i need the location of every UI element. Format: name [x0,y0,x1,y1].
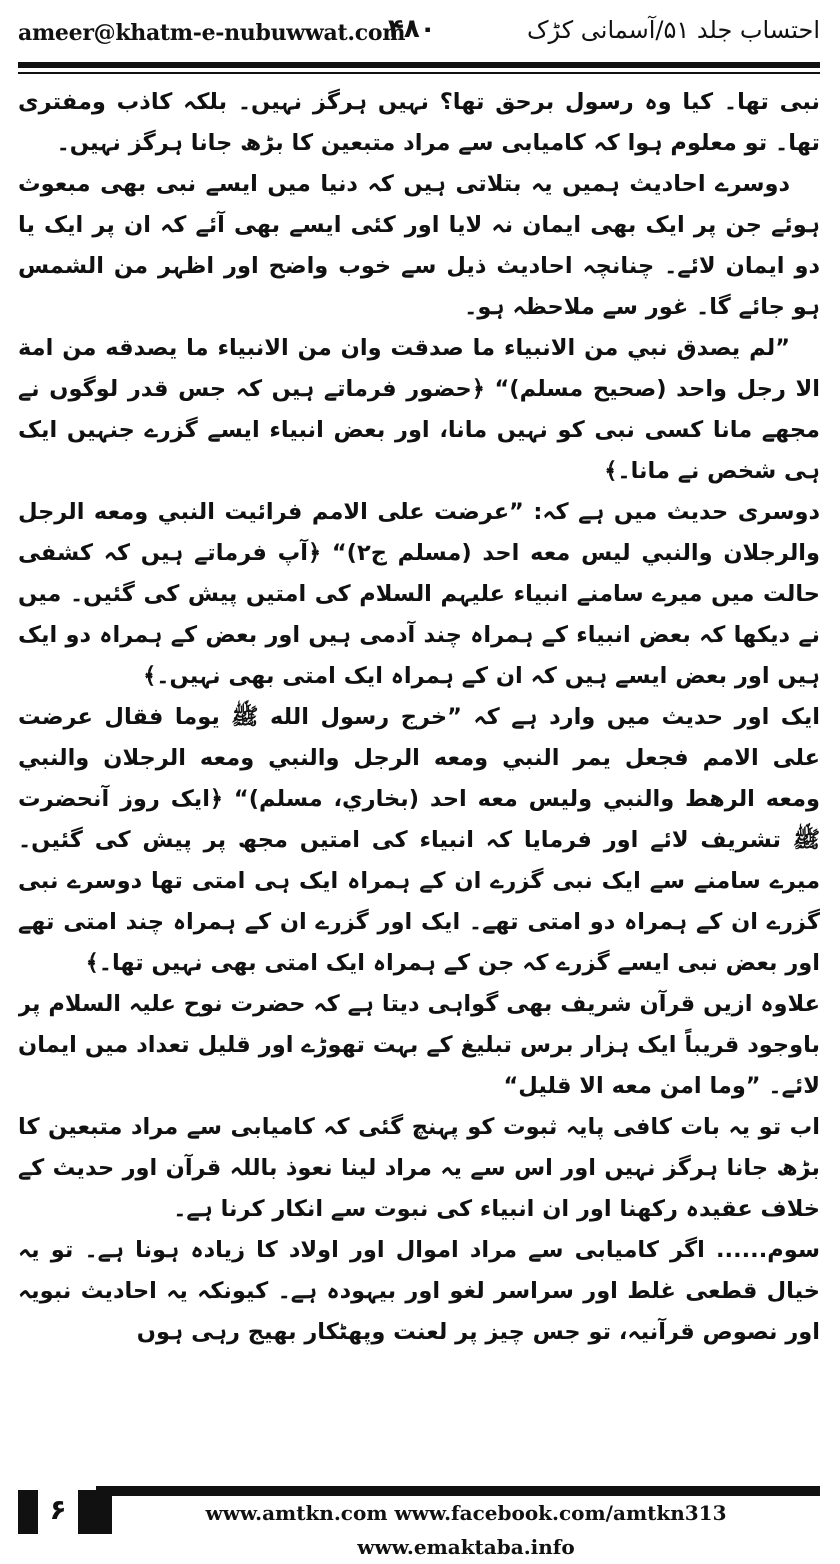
footer-links[interactable]: www.amtkn.com www.facebook.com/amtkn313 www.emaktaba.info [112,1496,820,1564]
paragraph: ایک اور حدیث میں وارد ہے کہ ”خرج رسول الله ﷺ يوما فقال عرضت على الامم فجعل يمر النبي ومعه الرجل والنبي ومعه الرجلان والنبي ومعه الرهط والنبي وليس معه احد (بخاري، مسلم)“ ﴿ایک روز آنحضرت ﷺ تشریف لائے اور فرمایا کہ انبیاء کی امتیں مجھ پر پیش کی گئیں۔ میرے سامنے سے ایک نبی گزرے ان کے ہمراہ ایک ہی امتی تھا دوسرے نبی گزرے ان کے ہمراہ دو امتی تھے۔ ایک اور گزرے ان کے ہمراہ چند امتی تھے اور بعض نبی ایسے گزرے کہ جن کے ہمراہ ایک امتی بھی نہیں تھا۔﴾ [18,704,820,976]
paragraph: اب تو یہ بات کافی پایہ ثبوت کو پہنچ گئی کہ کامیابی سے مراد متبعین کا بڑھ جانا ہرگز نہیں اور اس سے یہ مراد لینا نعوذ باللہ قرآن اور حدیث کے خلاف عقیدہ رکھنا اور ان انبیاء کی نبوت سے انکار کرنا ہے۔ [18,1114,820,1222]
page-header [18,14,820,60]
paragraph: دوسرے احادیث ہمیں یہ بتلاتی ہیں کہ دنیا میں ایسے نبی بھی مبعوث ہوئے جن پر ایک بھی ایمان نہ لایا اور کئی ایسے بھی آئے کہ ان پر ایک یا دو ایمان لائے۔ چنانچہ احادیث ذیل سے خوب واضح اور اظہر من الشمس ہو جائے گا۔ غور سے ملاحظہ ہو۔ [18,171,820,320]
header-title: احتساب جلد ۵۱/آسمانی کڑک [527,16,820,44]
paragraph: دوسری حدیث میں ہے کہ: ”عرضت على الامم فرائيت النبي ومعه الرجل والرجلان والنبي ليس معه احد (مسلم ج۲)“ ﴿آپ فرماتے ہیں کہ کشفی حالت میں میرے سامنے انبیاء علیہم السلام کی امتیں پیش کی گئیں۔ میں نے دیکھا کہ بعض انبیاء کے ہمراہ چند آدمی ہیں اور بعض کے ہمراہ دو ایک ہیں اور بعض ایسے ہیں کہ ان کے ہمراہ ایک امتی بھی نہیں۔﴾ [18,499,820,689]
header-email: ameer@khatm-e-nubuwwat.com [18,20,406,46]
page-body [18,82,820,1472]
paragraph: نبی تھا۔ کیا وہ رسول برحق تھا؟ نہیں ہرگز نہیں۔ بلکہ کاذب ومفتری تھا۔ تو معلوم ہوا کہ کامیابی سے مراد متبعین کا بڑھ جانا ہرگز نہیں۔ [18,89,820,156]
paragraph: ”لم يصدق نبي من الانبياء ما صدقت وان من الانبياء ما يصدقه من امة الا رجل واحد (صحيح مسلم)“ ﴿حضور فرماتے ہیں کہ جس قدر لوگوں نے مجھے مانا کسی نبی کو نہیں مانا، اور بعض انبیاء ایسے گزرے جنہیں ایک ہی شخص نے مانا۔﴾ [18,335,820,484]
header-page-number: ۴۸۰ [388,14,436,44]
footer-page-number: ۶ [38,1490,78,1534]
header-rule-thin [18,72,820,74]
paragraph: سوم...... اگر کامیابی سے مراد اموال اور اولاد کا زیادہ ہونا ہے۔ تو یہ خیال قطعی غلط اور سراسر لغو اور بیہودہ ہے۔ کیونکہ یہ احادیث نبویہ اور نصوص قرآنیہ، تو جس چیز پر لعنت وپھٹکار بھیج رہی ہوں [18,1237,820,1345]
paragraph: علاوہ ازیں قرآن شریف بھی گواہی دیتا ہے کہ حضرت نوح علیہ السلام پر باوجود قریباً ایک ہزار برس تبلیغ کے بہت تھوڑے اور قلیل تعداد میں ایمان لائے۔ ”وما امن معه الا قليل“ [18,991,820,1099]
header-rule-thick [18,62,820,68]
